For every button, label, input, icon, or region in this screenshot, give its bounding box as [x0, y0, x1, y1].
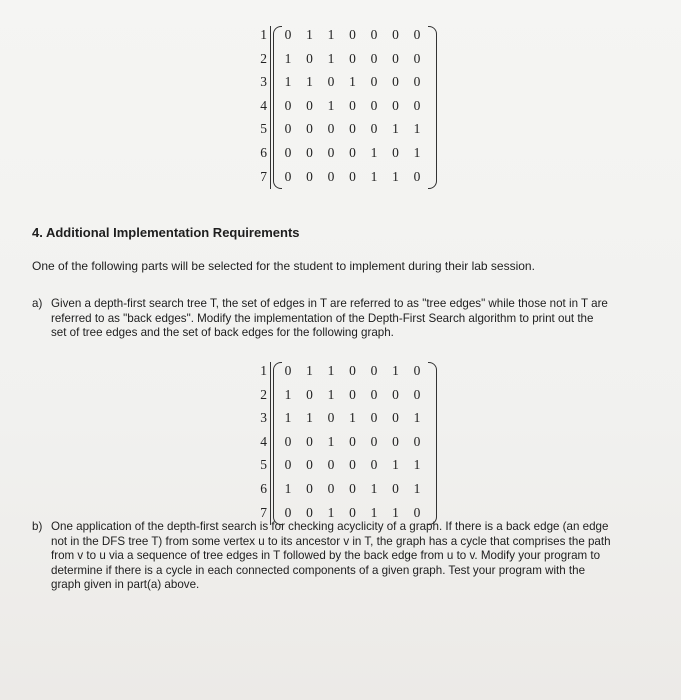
matrix-cell: 0 [413, 504, 421, 520]
matrix-separator-bar [270, 362, 271, 525]
matrix-row-label: 1 [260, 27, 267, 42]
matrix-row-label: 7 [260, 168, 267, 184]
matrix-cell: 0 [349, 433, 356, 449]
matrix-right-paren [428, 362, 437, 525]
matrix-cell: 0 [349, 168, 356, 184]
matrix-cell: 0 [370, 363, 378, 378]
matrix-cell: 1 [349, 74, 356, 90]
matrix-row-label: 4 [260, 97, 267, 113]
matrix-cell: 1 [392, 363, 399, 378]
matrix-cell: 1 [327, 27, 335, 42]
matrix-cell: 0 [284, 504, 292, 520]
matrix-cell: 0 [306, 457, 313, 473]
matrix-cell: 0 [392, 144, 399, 160]
matrix-cell: 1 [306, 363, 313, 378]
matrix-cell: 0 [370, 74, 378, 90]
matrix-cell: 1 [413, 121, 421, 137]
matrix-row-label: 3 [260, 410, 267, 426]
matrix-cell: 0 [392, 433, 399, 449]
matrix-cell: 1 [413, 480, 421, 496]
matrix-cell: 1 [327, 363, 335, 378]
matrix-cell: 1 [306, 27, 313, 42]
part-a-line: Given a depth-first search tree T, the set of edges in T are referred to as "tree edges" while those not in T are [51, 297, 608, 310]
matrix-cell: 1 [327, 386, 335, 402]
part-b-line: not in the DFS tree T) from some vertex u to its ancestor v in T, the graph has a cycle that comprises the path [51, 534, 611, 548]
matrix-row-label: 6 [260, 144, 267, 160]
matrix-cell: 0 [413, 97, 421, 113]
matrix-cell: 0 [413, 168, 421, 184]
matrix-cell: 0 [284, 363, 292, 378]
matrix-cell: 1 [327, 433, 335, 449]
matrix-row-label: 2 [260, 50, 267, 66]
matrix-cell: 0 [349, 144, 356, 160]
part-a-line: set of tree edges and the set of back edges for the following graph. [51, 326, 394, 340]
matrix-cell: 0 [327, 144, 335, 160]
matrix-cell: 0 [370, 50, 378, 66]
matrix-cell: 0 [392, 97, 399, 113]
matrix-cell: 0 [284, 97, 292, 113]
matrix-cell: 0 [327, 121, 335, 137]
matrix-cell: 0 [306, 386, 313, 402]
part-b-line: graph given in part(a) above. [51, 578, 200, 592]
matrix-cell: 1 [392, 168, 399, 184]
matrix-cell: 1 [370, 144, 378, 160]
matrix-cell: 0 [349, 50, 356, 66]
matrix-cell: 1 [306, 74, 313, 90]
matrix-cell: 0 [284, 168, 292, 184]
matrix-cell: 0 [349, 386, 356, 402]
matrix-cell: 0 [349, 504, 356, 520]
matrix-cell: 1 [413, 457, 421, 473]
matrix-cell: 0 [370, 457, 378, 473]
matrix-cell: 1 [370, 504, 378, 520]
matrix-cell: 0 [349, 121, 356, 137]
matrix-cell: 0 [370, 410, 378, 426]
matrix-cell: 1 [392, 121, 399, 137]
matrix-cell: 0 [306, 168, 313, 184]
part-a-line: referred to as "back edges". Modify the implementation of the Depth-First Search algorithm to print out the [51, 311, 594, 325]
matrix-cell: 0 [370, 97, 378, 113]
matrix-cell: 1 [392, 504, 399, 520]
matrix-cell: 1 [327, 97, 335, 113]
matrix-row-label: 5 [260, 457, 267, 473]
adjacency-matrix-part-a [255, 360, 425, 526]
part-b [32, 520, 662, 596]
matrix-row-label: 7 [260, 504, 267, 520]
matrix-cell: 0 [306, 504, 313, 520]
matrix-cell: 0 [306, 144, 313, 160]
matrix-cell: 0 [392, 74, 399, 90]
matrix-cell: 0 [349, 480, 356, 496]
matrix-cell: 0 [413, 74, 421, 90]
matrix-cell: 0 [306, 50, 313, 66]
matrix-right-paren [428, 26, 437, 189]
matrix-cell: 1 [284, 386, 292, 402]
section-intro: One of the following parts will be selected for the student to implement during their lab session. [32, 259, 535, 273]
matrix-cell: 0 [392, 50, 399, 66]
matrix-cell: 1 [370, 168, 378, 184]
matrix-cell: 0 [327, 457, 335, 473]
matrix-row-label: 5 [260, 121, 267, 137]
matrix-cell: 0 [370, 27, 378, 42]
part-b-label: b) [32, 520, 43, 533]
matrix-cell: 0 [306, 480, 313, 496]
matrix-left-paren [273, 26, 282, 189]
matrix-cell: 0 [413, 433, 421, 449]
matrix-cell: 0 [349, 97, 356, 113]
adjacency-matrix-top [255, 24, 425, 190]
matrix-cell: 0 [413, 50, 421, 66]
matrix-row-label: 1 [260, 363, 267, 378]
matrix-cell: 0 [306, 97, 313, 113]
part-b-line: determine if there is a cycle in each connected components of a given graph. Test your program with the [51, 563, 586, 577]
matrix-cell: 1 [370, 480, 378, 496]
matrix-cell: 0 [413, 386, 421, 402]
matrix-row-label: 2 [260, 386, 267, 402]
matrix-row-label: 6 [260, 480, 267, 496]
matrix-cell: 0 [392, 27, 399, 42]
matrix-cell: 0 [392, 480, 399, 496]
matrix-cell: 1 [349, 410, 356, 426]
matrix-cell: 0 [284, 457, 292, 473]
matrix-cell: 0 [392, 410, 399, 426]
matrix-cell: 1 [284, 480, 292, 496]
matrix-cell: 0 [306, 433, 313, 449]
part-a [32, 297, 662, 343]
matrix-cell: 0 [370, 433, 378, 449]
matrix-row-label: 3 [260, 74, 267, 90]
matrix-separator-bar [270, 26, 271, 189]
matrix-cell: 0 [349, 457, 356, 473]
matrix-row-label: 4 [260, 433, 267, 449]
matrix-cell: 1 [327, 504, 335, 520]
matrix-cell: 0 [284, 121, 292, 137]
matrix-cell: 1 [392, 457, 399, 473]
matrix-cell: 0 [327, 480, 335, 496]
matrix-cell: 0 [327, 410, 335, 426]
matrix-cell: 1 [284, 410, 292, 426]
matrix-cell: 1 [284, 74, 292, 90]
part-a-label: a) [32, 297, 43, 310]
section-heading: 4. Additional Implementation Requirements [32, 225, 300, 240]
matrix-cell: 0 [370, 121, 378, 137]
matrix-cell: 0 [370, 386, 378, 402]
matrix-cell: 0 [284, 433, 292, 449]
matrix-cell: 0 [413, 363, 421, 378]
matrix-cell: 1 [413, 144, 421, 160]
matrix-cell: 0 [349, 363, 356, 378]
matrix-cell: 0 [306, 121, 313, 137]
part-b-line: from v to u via a sequence of tree edges in T followed by the back edge from u to v. Modify your program to [51, 549, 601, 563]
matrix-cell: 0 [392, 386, 399, 402]
matrix-cell: 0 [284, 27, 292, 42]
matrix-cell: 1 [284, 50, 292, 66]
matrix-cell: 1 [413, 410, 421, 426]
part-b-line: One application of the depth-first search is for checking acyclicity of a graph. If there is a back edge (an edge [51, 520, 609, 533]
matrix-cell: 1 [306, 410, 313, 426]
matrix-cell: 0 [284, 144, 292, 160]
matrix-cell: 0 [327, 168, 335, 184]
matrix-cell: 0 [327, 74, 335, 90]
matrix-cell: 0 [349, 27, 356, 42]
matrix-left-paren [273, 362, 282, 525]
matrix-cell: 1 [327, 50, 335, 66]
matrix-cell: 0 [413, 27, 421, 42]
